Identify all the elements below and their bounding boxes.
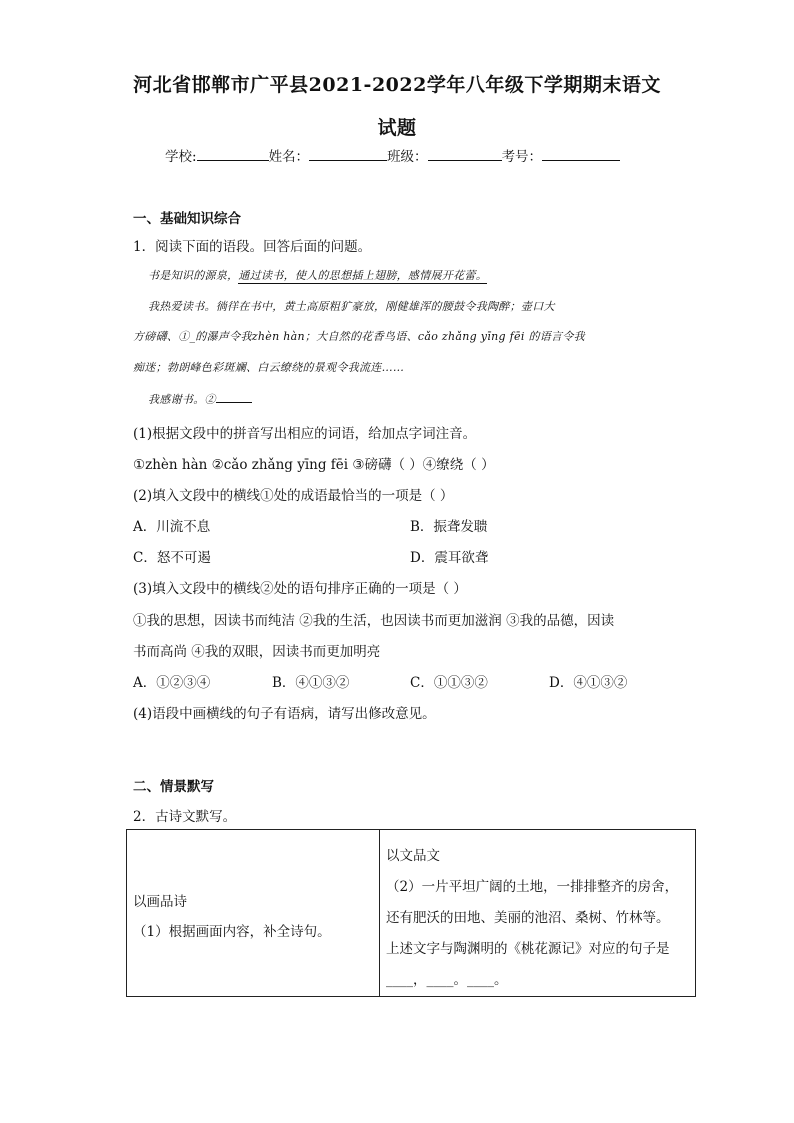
option-3d[interactable]: D．④①③② <box>549 675 628 691</box>
passage-p2-line1: 我热爱读书。徜徉在书中，黄土高原粗犷豪放，刚健雄浑的腰鼓令我陶醉；壶口大 <box>148 300 555 313</box>
name-label: 姓名： <box>268 149 310 165</box>
name-blank[interactable] <box>309 146 387 161</box>
cell-right-line2: 还有肥沃的田地、美丽的池沼、桑树、竹林等。 <box>386 910 670 926</box>
class-label: 班级： <box>387 149 428 165</box>
sub-question-1-items: ①zhèn hàn ②cǎo zhǎng yīng fēi ③磅礴（ ）④缭绕（ ） <box>133 457 495 473</box>
option-3b[interactable]: B．④①③② <box>272 675 350 691</box>
sub-question-3-line1: ①我的思想，因读书而纯洁 ②我的生活，也因读书而更加滋润 ③我的品德，因读 <box>133 613 615 629</box>
option-2d[interactable]: D．震耳欲聋 <box>410 550 489 566</box>
info-row <box>165 145 620 165</box>
cell-right-line3: 上述文字与陶渊明的《桃花源记》对应的句子是 <box>386 941 670 957</box>
passage-p1-plain: 书是知识的源泉， <box>148 269 239 282</box>
passage-p3-text: 我感谢书。② <box>148 393 216 406</box>
passage-blank-2[interactable] <box>216 390 252 403</box>
option-3c[interactable]: C．①①③② <box>410 675 488 691</box>
option-2a[interactable]: A．川流不息 <box>133 519 211 535</box>
question-1-stem: 1．阅读下面的语段。回答后面的问题。 <box>133 239 372 255</box>
passage-p2-line2: 方磅礴、①_的瀑声令我zhèn hàn；大自然的花香鸟语、cǎo zhǎng yīng fēi 的语言令我 <box>133 330 585 343</box>
page-title-continued: 试题 <box>377 117 417 139</box>
school-blank[interactable] <box>197 146 269 161</box>
option-2c[interactable]: C．怒不可遏 <box>133 550 211 566</box>
option-3a[interactable]: A．①②③④ <box>133 675 211 691</box>
passage-paragraph-3 <box>148 390 252 407</box>
table-cell-painting <box>127 830 380 997</box>
exam-no-label: 考号： <box>501 149 543 165</box>
sub-question-3-line2: 书而高尚 ④我的双眼，因读书而更加明亮 <box>133 644 381 660</box>
sub-question-1: (1)根据文段中的拼音写出相应的词语，给加点字词注音。 <box>133 426 477 442</box>
sub-question-3: (3)填入文段中的横线②处的语句排序正确的一项是（ ） <box>133 581 467 597</box>
section-heading-basic: 一、基础知识综合 <box>133 211 241 227</box>
recitation-table <box>126 829 696 997</box>
sub-question-2: (2)填入文段中的横线①处的成语最恰当的一项是（ ） <box>133 488 454 504</box>
passage-p2-line3: 痴迷；勃朗峰色彩斑斓、白云缭绕的景观令我流连…… <box>133 361 405 374</box>
page-title: 河北省邯郸市广平县2021-2022学年八年级下学期期末语文 <box>133 74 661 96</box>
option-2b[interactable]: B．振聋发聩 <box>410 519 488 535</box>
sub-question-4: (4)语段中画横线的句子有语病，请写出修改意见。 <box>133 706 436 722</box>
section-heading-recitation: 二、情景默写 <box>133 779 214 795</box>
exam-no-blank[interactable] <box>542 146 620 161</box>
cell-right-title: 以文品文 <box>386 848 440 864</box>
question-2-stem: 2．古诗文默写。 <box>133 809 237 825</box>
school-label: 学校: <box>165 149 197 165</box>
cell-right-answer-blanks[interactable]: ____，____。____。 <box>386 972 508 988</box>
cell-left-task: （1）根据画面内容，补全诗句。 <box>133 924 331 940</box>
table-cell-text <box>380 830 696 997</box>
cell-left-title: 以画品诗 <box>133 894 187 910</box>
class-blank[interactable] <box>428 146 502 161</box>
passage-paragraph-1 <box>148 267 487 283</box>
passage-p1-underlined: 通过读书，使人的思想插上翅膀，感情展开花蕾。 <box>238 269 488 282</box>
cell-right-line1: （2）一片平坦广阔的土地，一排排整齐的房舍， <box>386 879 679 895</box>
